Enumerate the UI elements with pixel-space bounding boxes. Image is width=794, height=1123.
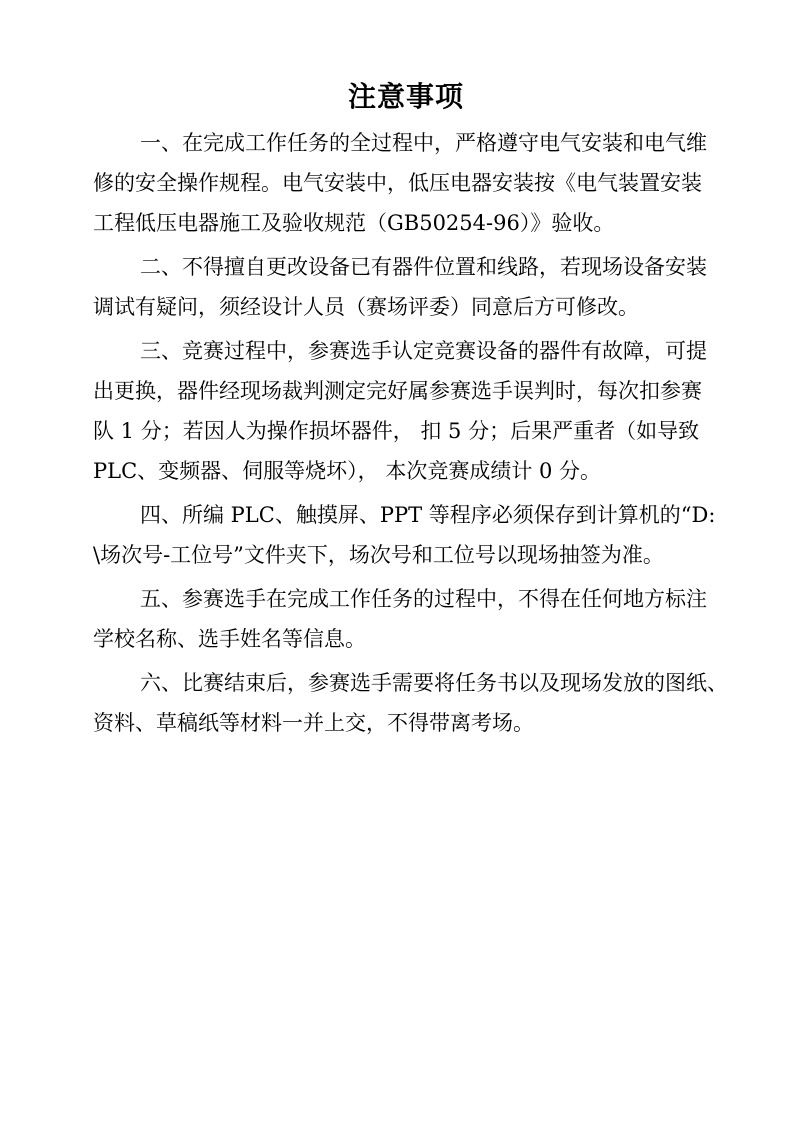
- note-item-5: [93, 579, 733, 659]
- document-body: [93, 77, 733, 743]
- text-line: 六、比赛结束后，参赛选手需要将任务书以及现场发放的图纸、: [140, 671, 728, 695]
- text-line: 队 1 分；若因人为操作损坏器件， 扣 5 分；后果严重者（如导致: [93, 419, 700, 443]
- note-item-2: [93, 247, 733, 327]
- text-line: 五、参赛选手在完成工作任务的过程中，不得在任何地方标注: [140, 587, 707, 611]
- text-line: 二、不得擅自更改设备已有器件位置和线路，若现场设备安装: [140, 255, 707, 279]
- text-line: 资料、草稿纸等材料一并上交，不得带离考场。: [93, 711, 534, 735]
- text-line: 调试有疑问，须经设计人员（赛场评委）同意后方可修改。: [93, 295, 639, 319]
- text-line: 学校名称、选手姓名等信息。: [93, 627, 366, 651]
- page-title: 注意事项: [347, 80, 464, 113]
- note-item-3: [93, 331, 733, 491]
- text-line: PLC、变频器、伺服等烧坏）， 本次竞赛成绩计 0 分。: [93, 459, 602, 483]
- note-item-6: [93, 663, 733, 743]
- text-line: 工程低压电器施工及验收规范（GB50254-96）》验收。: [93, 211, 615, 235]
- text-line: 三、竞赛过程中，参赛选手认定竞赛设备的器件有故障，可提: [140, 339, 707, 363]
- note-item-1: [93, 123, 733, 243]
- text-line: 四、所编 PLC、触摸屏、PPT 等程序必须保存到计算机的“D:: [140, 503, 716, 527]
- note-item-4: [93, 495, 733, 575]
- text-line: 出更换，器件经现场裁判测定完好属参赛选手误判时，每次扣参赛: [93, 379, 702, 403]
- text-line: \场次号-工位号”文件夹下，场次号和工位号以现场抽签为准。: [93, 543, 664, 567]
- text-line: 一、在完成工作任务的全过程中，严格遵守电气安装和电气维: [140, 131, 707, 155]
- text-line: 修的安全操作规程。电气安装中，低压电器安装按《电气装置安装: [93, 171, 702, 195]
